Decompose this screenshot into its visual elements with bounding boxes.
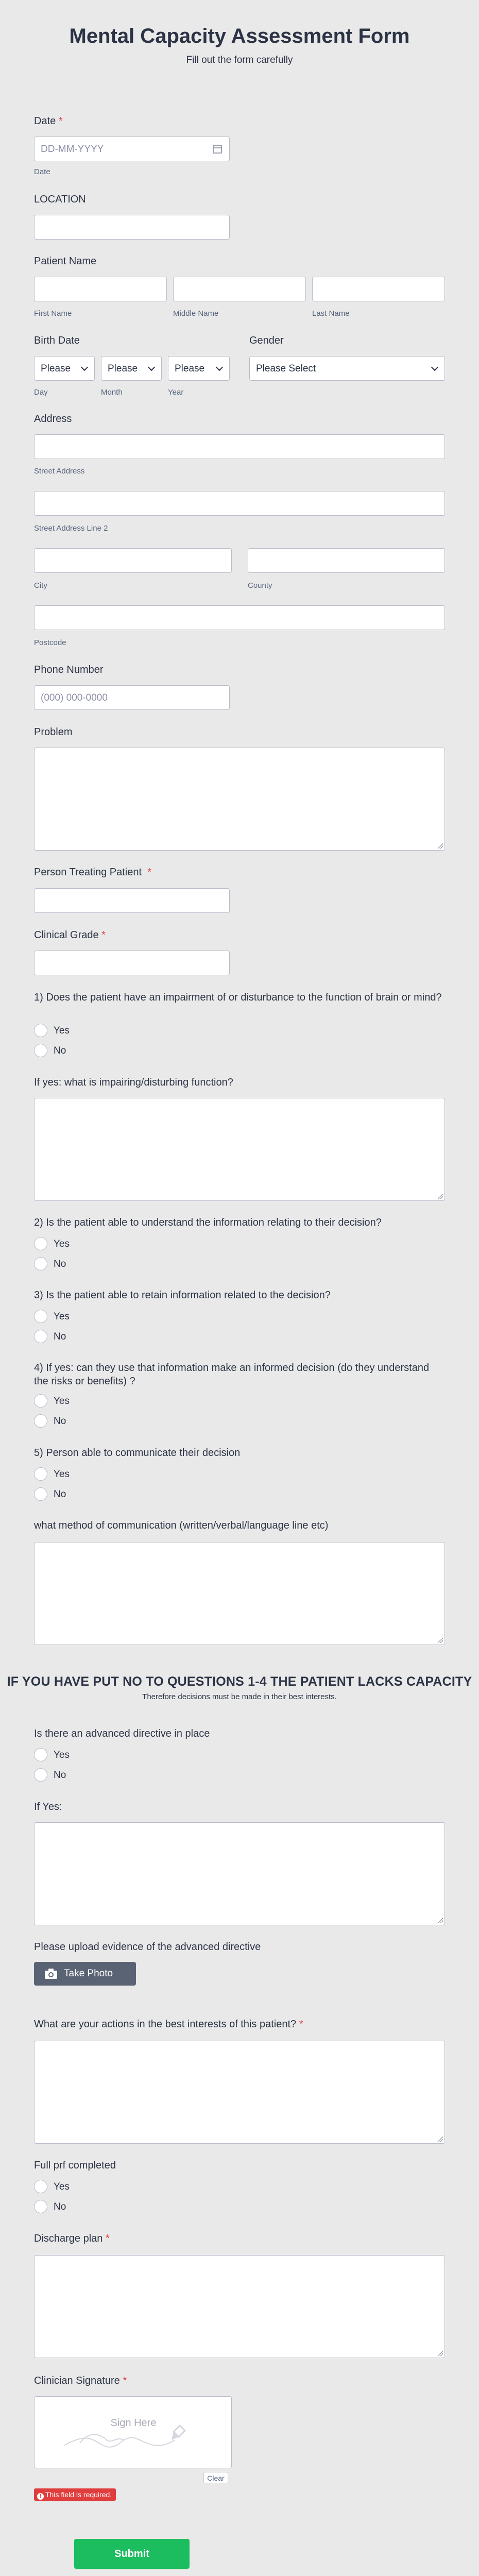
grade-label: Clinical Grade * <box>34 929 106 941</box>
treating-input[interactable] <box>34 888 230 913</box>
radio-button[interactable] <box>34 2200 47 2213</box>
problem-label: Problem <box>34 726 73 738</box>
city-input[interactable] <box>34 548 232 573</box>
gender-select[interactable]: Please Select <box>249 356 445 381</box>
month-sublabel: Month <box>101 388 123 397</box>
birth-date-label: Birth Date <box>34 335 80 346</box>
middle-name-input[interactable] <box>173 277 306 301</box>
month-select[interactable]: Please <box>101 356 162 381</box>
gender-label: Gender <box>249 335 284 346</box>
if-yes-textarea[interactable] <box>34 1822 445 1925</box>
radio-button[interactable] <box>34 1024 47 1037</box>
calendar-icon[interactable] <box>213 145 222 154</box>
directive-label: Is there an advanced directive in place <box>34 1728 210 1739</box>
signature-scribble-icon <box>59 2409 203 2459</box>
county-sublabel: County <box>248 581 272 590</box>
resize-grip-icon[interactable] <box>438 1194 443 1199</box>
method-label: what method of communication (written/verbal/language line etc) <box>34 1520 329 1531</box>
street-address-input[interactable] <box>34 434 445 459</box>
q3-label: 3) Is the patient able to retain information related to the decision? <box>34 1290 331 1301</box>
q1-detail-textarea[interactable] <box>34 1098 445 1201</box>
error-badge: ! This field is required. <box>34 2488 116 2501</box>
signature-label: Clinician Signature * <box>34 2375 127 2386</box>
resize-grip-icon[interactable] <box>438 843 443 849</box>
clear-signature-button[interactable]: Clear <box>203 2472 228 2483</box>
resize-grip-icon[interactable] <box>438 2137 443 2142</box>
phone-placeholder: (000) 000-0000 <box>41 692 108 703</box>
date-input[interactable] <box>34 137 230 161</box>
q4-label: 4) If yes: can they use that information make an informed decision (do they understand the risks or benefits) ? <box>34 1362 430 1387</box>
radio-button[interactable] <box>34 1394 47 1408</box>
chevron-down-icon <box>148 364 155 371</box>
actions-label: What are your actions in the best interests of this patient? * <box>34 2019 303 2030</box>
city-sublabel: City <box>34 581 47 590</box>
middle-name-sublabel: Middle Name <box>173 309 219 318</box>
chevron-down-icon <box>81 364 88 371</box>
radio-button[interactable] <box>34 1467 47 1481</box>
actions-textarea[interactable] <box>34 2041 445 2144</box>
chevron-down-icon <box>216 364 223 371</box>
treating-label: Person Treating Patient * <box>34 867 151 878</box>
street-address-sublabel: Street Address <box>34 467 85 476</box>
take-photo-button[interactable]: Take Photo <box>34 1962 136 1986</box>
date-placeholder: DD-MM-YYYY <box>41 144 104 155</box>
radio-button[interactable] <box>34 1257 47 1270</box>
postcode-input[interactable] <box>34 605 445 630</box>
q1-detail-label: If yes: what is impairing/disturbing function? <box>34 1077 233 1088</box>
radio-button[interactable] <box>34 1310 47 1323</box>
discharge-textarea[interactable] <box>34 2255 445 2358</box>
capacity-section-subheading: Therefore decisions must be made in their best interests. <box>142 1692 337 1701</box>
upload-label: Please upload evidence of the advanced directive <box>34 1941 261 1953</box>
method-textarea[interactable] <box>34 1542 445 1645</box>
discharge-label: Discharge plan * <box>34 2233 110 2244</box>
day-sublabel: Day <box>34 388 48 397</box>
resize-grip-icon[interactable] <box>438 2351 443 2356</box>
location-input[interactable] <box>34 215 230 240</box>
error-icon: ! <box>37 2493 44 2500</box>
address-label: Address <box>34 413 72 425</box>
radio-button[interactable] <box>34 2180 47 2193</box>
street-address-line2-input[interactable] <box>34 491 445 516</box>
if-yes-label: If Yes: <box>34 1801 62 1812</box>
signature-placeholder: Sign Here <box>110 2417 157 2429</box>
street-address-line2-sublabel: Street Address Line 2 <box>34 524 108 533</box>
radio-button[interactable] <box>34 1044 47 1057</box>
patient-name-label: Patient Name <box>34 256 97 267</box>
postcode-sublabel: Postcode <box>34 638 66 647</box>
resize-grip-icon[interactable] <box>438 1918 443 1923</box>
form-title: Mental Capacity Assessment Form <box>69 25 410 47</box>
last-name-input[interactable] <box>312 277 445 301</box>
resize-grip-icon[interactable] <box>438 1638 443 1643</box>
q5-label: 5) Person able to communicate their decision <box>34 1447 241 1459</box>
location-label: LOCATION <box>34 194 86 205</box>
submit-button[interactable]: Submit <box>74 2539 190 2569</box>
year-select[interactable]: Please <box>168 356 230 381</box>
form-subtitle: Fill out the form carefully <box>186 55 293 65</box>
phone-label: Phone Number <box>34 664 104 675</box>
phone-input[interactable] <box>34 685 230 710</box>
camera-icon <box>44 1968 58 1979</box>
radio-button[interactable] <box>34 1748 47 1761</box>
day-select[interactable]: Please <box>34 356 95 381</box>
year-sublabel: Year <box>168 388 184 397</box>
grade-input[interactable] <box>34 951 230 975</box>
date-label: Date * <box>34 115 63 127</box>
county-input[interactable] <box>248 548 445 573</box>
first-name-sublabel: First Name <box>34 309 72 318</box>
capacity-section-heading: IF YOU HAVE PUT NO TO QUESTIONS 1-4 THE PATIENT LACKS CAPACITY <box>7 1674 472 1689</box>
q2-label: 2) Is the patient able to understand the information relating to their decision? <box>34 1217 382 1228</box>
q1-label: 1) Does the patient have an impairment of or disturbance to the function of brain or mind? <box>34 992 442 1003</box>
signature-pad[interactable] <box>34 2396 232 2468</box>
first-name-input[interactable] <box>34 277 167 301</box>
radio-button[interactable] <box>34 1768 47 1782</box>
date-sublabel: Date <box>34 167 50 176</box>
radio-button[interactable] <box>34 1237 47 1250</box>
chevron-down-icon <box>431 364 438 371</box>
last-name-sublabel: Last Name <box>312 309 350 318</box>
problem-textarea[interactable] <box>34 748 445 851</box>
prf-label: Full prf completed <box>34 2160 116 2171</box>
radio-button[interactable] <box>34 1487 47 1501</box>
radio-button[interactable] <box>34 1414 47 1428</box>
radio-button[interactable] <box>34 1330 47 1343</box>
